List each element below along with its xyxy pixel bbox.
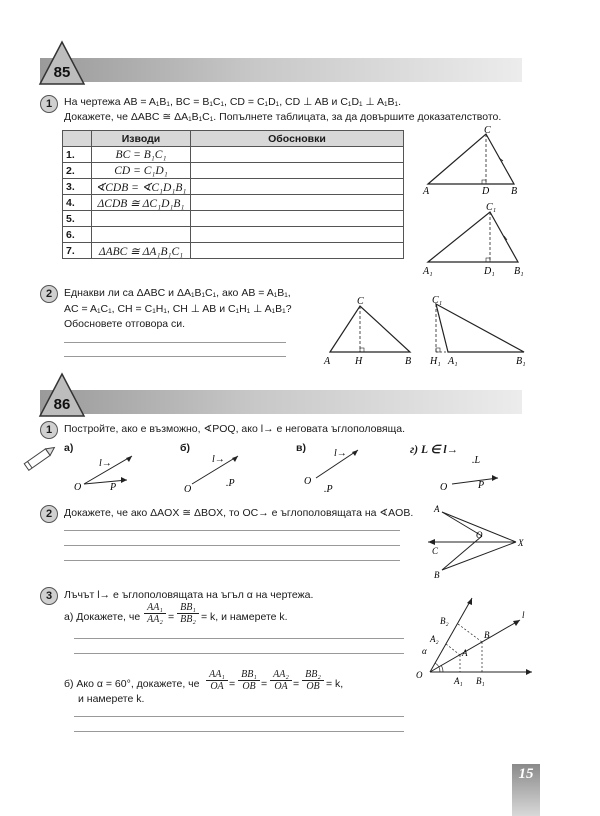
reason-cell[interactable] bbox=[191, 147, 404, 163]
table-row: 6. bbox=[63, 227, 404, 243]
label-c: C bbox=[484, 125, 491, 136]
label-l: l bbox=[522, 610, 525, 620]
reason-cell[interactable] bbox=[191, 163, 404, 179]
table-row: 5. bbox=[63, 211, 404, 227]
label-b1: B₁ bbox=[516, 356, 526, 367]
label-a2: A₂ bbox=[430, 634, 439, 644]
table-row: 2. CD = C₁D₁ bbox=[63, 163, 404, 179]
label-o: O bbox=[476, 530, 483, 540]
fraction-aa2-oa: AA₂ OA bbox=[270, 669, 292, 692]
bisector-oc-figure bbox=[420, 500, 530, 580]
reason-cell[interactable] bbox=[191, 227, 404, 243]
q86-3a-prefix: а) Докажете, че bbox=[64, 611, 141, 623]
table-row: 1. BC = B₁C₁ bbox=[63, 147, 404, 163]
label-b2: B₂ bbox=[440, 616, 449, 626]
label-o: O bbox=[184, 484, 192, 494]
angle-bisector-figure bbox=[410, 590, 540, 690]
label-l: l→ bbox=[212, 454, 225, 465]
table-row: 4. ΔCDB ≅ ΔC₁D₁B₁ bbox=[63, 195, 404, 211]
question-1-badge: 1 bbox=[40, 95, 58, 113]
fraction-bb1-bb2: BB₁ BB₂ bbox=[177, 602, 199, 625]
reason-cell[interactable] bbox=[191, 195, 404, 211]
triangle-abc-figure bbox=[418, 124, 528, 198]
answer-line[interactable] bbox=[64, 560, 400, 561]
q86-2-text: Докажете, че ако ΔAOX ≅ ΔBOX, то OC→ е ъглополовящата на ∢AOB. bbox=[64, 507, 414, 519]
label-a1: A₁ bbox=[423, 266, 433, 277]
answer-line[interactable] bbox=[74, 653, 404, 654]
answer-line[interactable] bbox=[64, 342, 286, 343]
part-c-label: в) bbox=[296, 442, 306, 454]
q85-2-line3: Обосновете отговора си. bbox=[64, 318, 186, 330]
pencil-icon bbox=[18, 444, 58, 474]
fraction-bb1-ob: BB₁ OB bbox=[238, 669, 260, 692]
label-x: X bbox=[518, 538, 524, 548]
question-1-badge: 1 bbox=[40, 421, 58, 439]
question-2-badge: 2 bbox=[40, 285, 58, 303]
label-o: O bbox=[304, 476, 312, 487]
part-b-figure bbox=[180, 448, 260, 494]
label-c1: C₁ bbox=[486, 202, 497, 213]
label-p: P bbox=[110, 482, 117, 493]
part-b-label: б) bbox=[180, 442, 190, 454]
answer-line[interactable] bbox=[74, 716, 404, 717]
answer-line[interactable] bbox=[64, 545, 400, 546]
claim-cell[interactable] bbox=[92, 211, 191, 227]
claim-cell[interactable] bbox=[92, 227, 191, 243]
answer-line[interactable] bbox=[74, 638, 404, 639]
label-h1: H₁ bbox=[430, 356, 441, 367]
answer-line[interactable] bbox=[64, 530, 400, 531]
part-c-figure bbox=[300, 444, 380, 494]
label-p: P bbox=[478, 480, 485, 491]
label-c: C bbox=[357, 296, 364, 307]
section-85-banner bbox=[40, 58, 522, 82]
label-o: O bbox=[74, 482, 82, 493]
col-header-conclusions: Изводи bbox=[92, 131, 191, 147]
fraction-aa1-aa2: AA₁ AA₂ bbox=[144, 602, 166, 625]
label-b1: B₁ bbox=[476, 676, 485, 686]
label-a1: A₁ bbox=[448, 356, 458, 367]
label-c1: C₁ bbox=[432, 295, 443, 306]
label-d: D bbox=[482, 186, 490, 197]
triangle-a1b1c1-height-figure bbox=[424, 294, 532, 370]
q86-3b-prefix: б) Ако α = 60°, докажете, че bbox=[64, 678, 200, 690]
label-b1: B₁ bbox=[514, 266, 524, 277]
question-2-badge: 2 bbox=[40, 505, 58, 523]
label-l: l→ bbox=[334, 448, 347, 459]
label-h: H bbox=[355, 356, 363, 367]
part-d-figure bbox=[436, 452, 516, 494]
table-row: 3. ∢CDB = ∢C₁D₁B₁ bbox=[63, 179, 404, 195]
section-85-number: 85 bbox=[53, 64, 71, 81]
label-b: B bbox=[484, 630, 490, 640]
question-3-badge: 3 bbox=[40, 587, 58, 605]
answer-line[interactable] bbox=[64, 356, 286, 357]
label-b: B bbox=[405, 356, 412, 367]
q85-1-line1: На чертежа AB = A₁B₁, BC = B₁C₁, CD = C₁D₁, CD ⊥ AB и C₁D₁ ⊥ A₁B₁. bbox=[64, 96, 401, 108]
label-b: B bbox=[434, 570, 440, 580]
label-a: A bbox=[423, 186, 430, 197]
label-a1: A₁ bbox=[454, 676, 463, 686]
fraction-bb2-ob: BB₂ OB bbox=[302, 669, 324, 692]
q86-3b-suffix: = k, bbox=[326, 678, 344, 690]
label-d1: D₁ bbox=[484, 266, 495, 277]
q86-1-text: Постройте, ако е възможно, ∢POQ, ако l→ е неговата ъглополовяща. bbox=[64, 423, 406, 435]
part-d-label: г) L ∈ l→ bbox=[410, 444, 459, 456]
answer-line[interactable] bbox=[74, 731, 404, 732]
q86-3a-suffix: = k, и намерете k. bbox=[201, 611, 288, 623]
label-alpha: α bbox=[422, 646, 427, 656]
reason-cell[interactable] bbox=[191, 243, 404, 259]
part-a-figure bbox=[72, 448, 144, 494]
triangle-abc-height-figure bbox=[320, 294, 416, 370]
label-a: A bbox=[434, 504, 440, 514]
table-row: 7. ΔABC ≅ ΔA₁B₁C₁ bbox=[63, 243, 404, 259]
page-number: 15 bbox=[518, 766, 534, 782]
reason-cell[interactable] bbox=[191, 179, 404, 195]
label-p: .P bbox=[226, 478, 235, 489]
q85-2-line1: Еднакви ли са ΔABC и ΔA₁B₁C₁, ако AB = A₁B₁, bbox=[64, 287, 291, 299]
label-b: B bbox=[511, 186, 518, 197]
label-p: .P bbox=[324, 484, 333, 494]
triangle-a1b1c1-figure bbox=[418, 200, 530, 280]
proof-table bbox=[62, 130, 404, 259]
label-o: O bbox=[416, 670, 423, 680]
q85-1-line2: Докажете, че ΔABC ≅ ΔA₁B₁C₁. Попълнете таблицата, за да довършите доказателството. bbox=[64, 111, 502, 123]
label-l-point: .L bbox=[472, 455, 481, 466]
part-a-label: а) bbox=[64, 442, 74, 454]
fraction-aa1-oa: AA₁ OA bbox=[206, 669, 228, 692]
q85-2-line2: AC = A₁C₁, CH = C₁H₁, CH ⊥ AB и C₁H₁ ⊥ A₁B₁? bbox=[64, 303, 292, 315]
label-o: O bbox=[440, 482, 448, 493]
col-header-reasons: Обосновки bbox=[191, 131, 404, 147]
q86-3b-line2: и намерете k. bbox=[78, 693, 145, 705]
label-c: C bbox=[432, 546, 439, 556]
section-86-number: 86 bbox=[53, 396, 71, 413]
label-l: l→ bbox=[99, 458, 112, 469]
section-86-banner bbox=[40, 390, 522, 414]
label-a: A bbox=[324, 356, 331, 367]
q86-3-text: Лъчът l→ е ъглополовящата на ъгъл α на чертежа. bbox=[64, 589, 314, 601]
reason-cell[interactable] bbox=[191, 211, 404, 227]
label-a: A bbox=[462, 648, 468, 658]
